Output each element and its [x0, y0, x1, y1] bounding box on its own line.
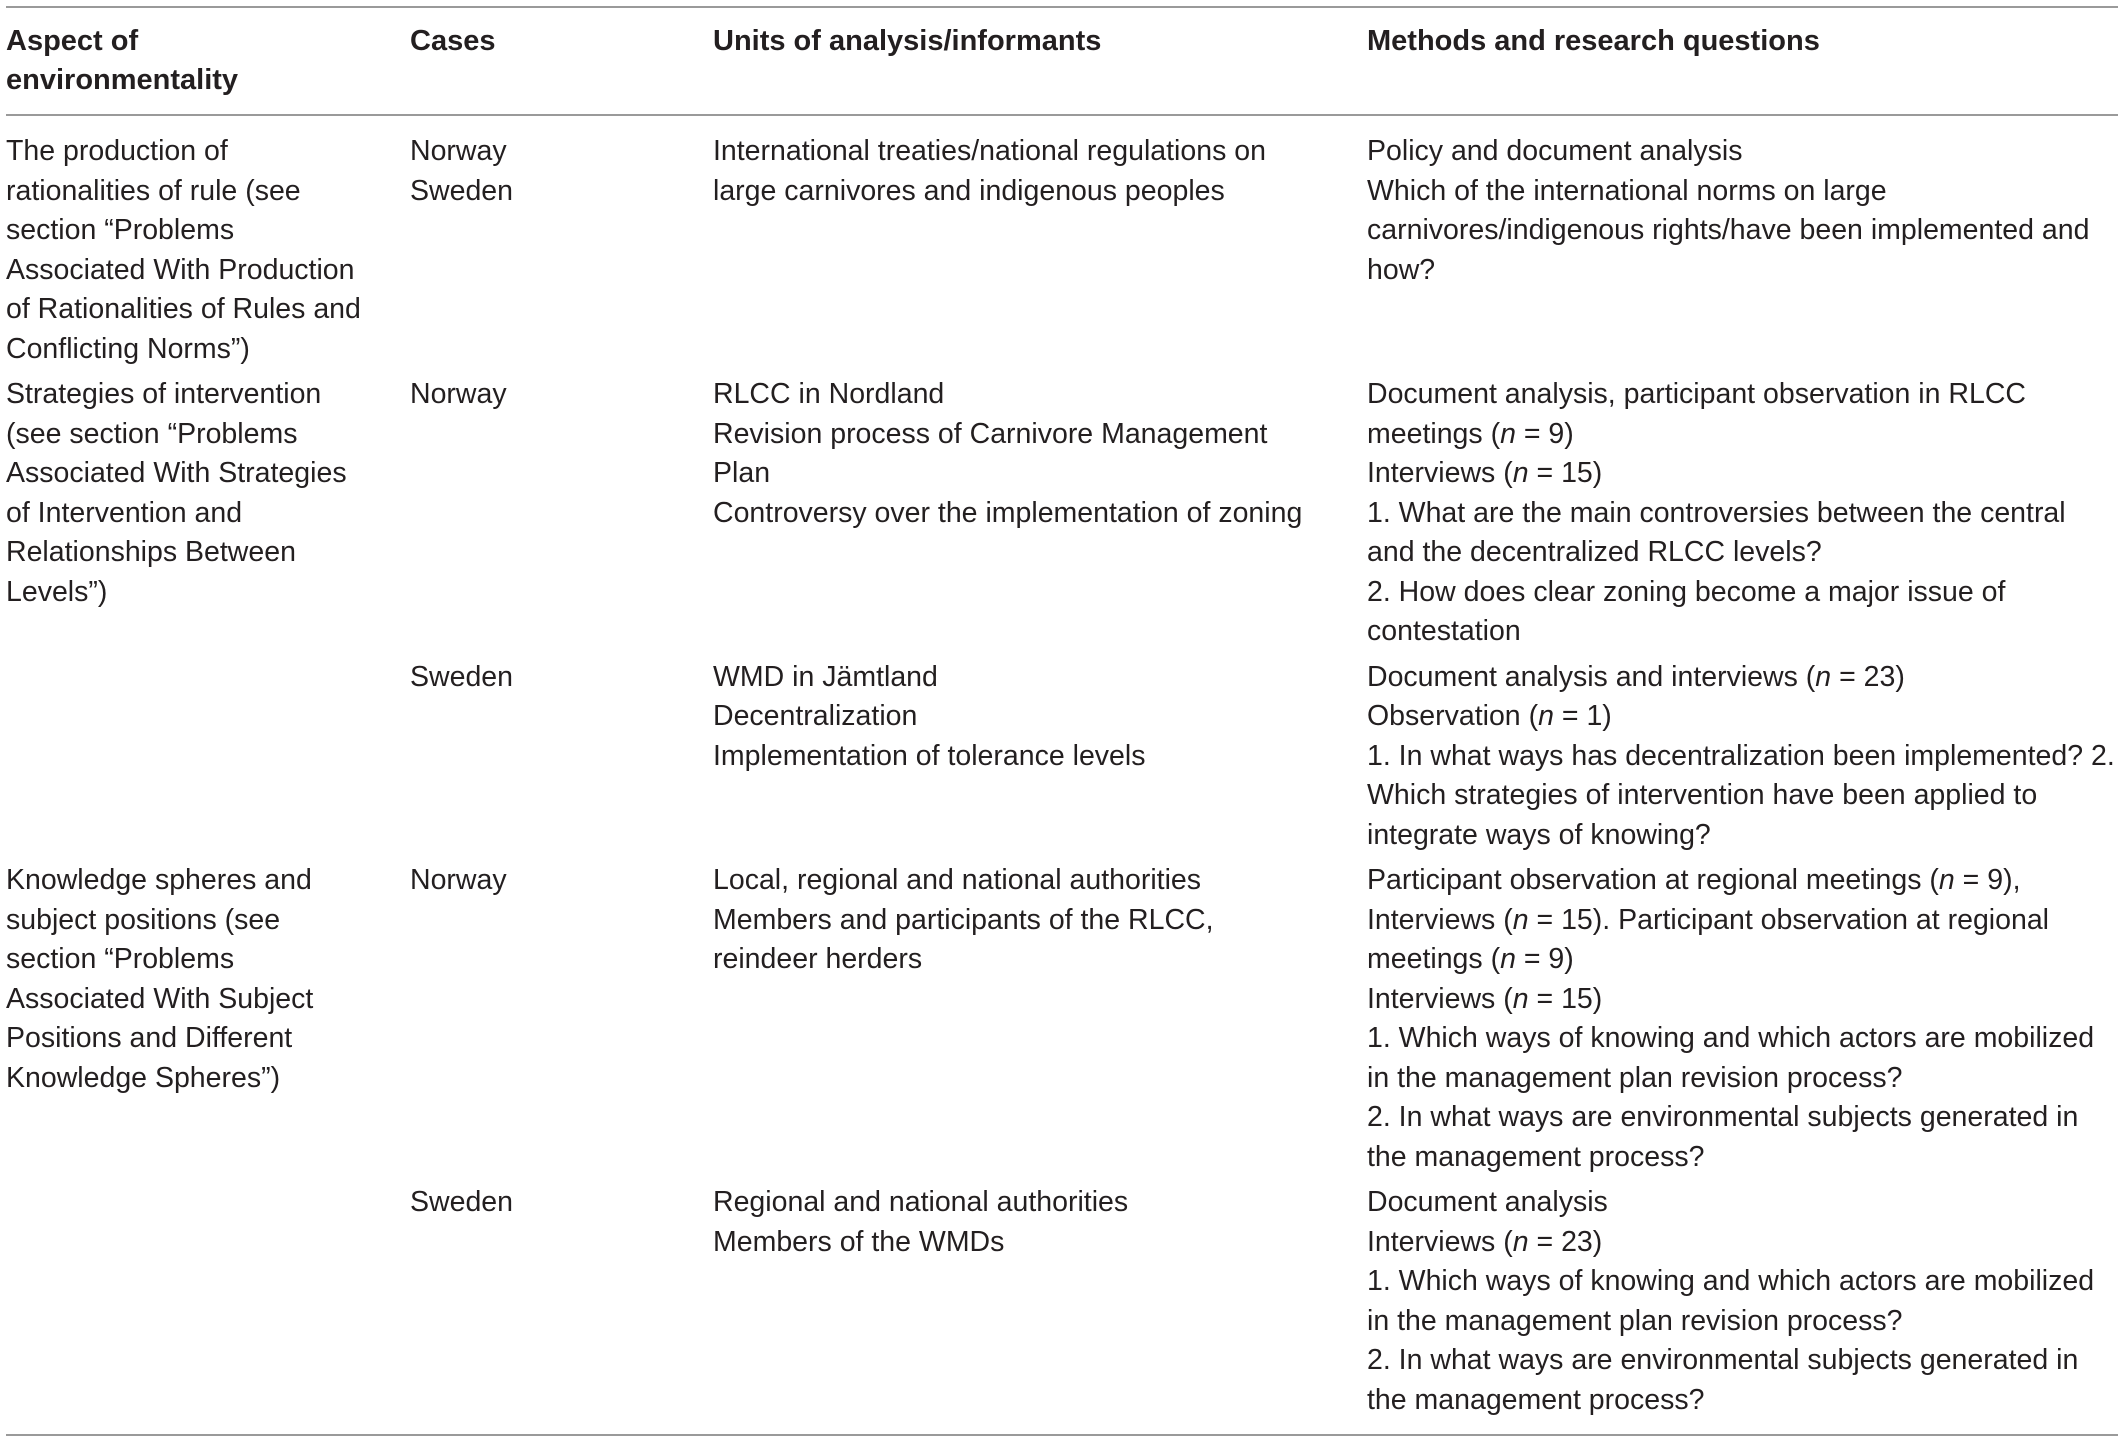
unit-text: Decentralization [713, 700, 918, 732]
unit-text: Members and participants of the RLCC, reindeer herders [713, 903, 1214, 975]
cell-aspect [6, 115, 410, 369]
cell-cases [410, 115, 713, 369]
header-cases: Cases [410, 7, 713, 115]
method-text: Participant observation at regional meetings (n = 9), Interviews (n = 15). Participant observation at regional meetings (n = 9) [1367, 864, 2050, 975]
cell-methods [1367, 369, 2118, 652]
method-text: 1. In what ways has decentralization been implemented? 2. Which strategies of intervention have been applied to integrate ways of knowing? [1367, 739, 2115, 851]
cell-aspect [6, 1177, 410, 1435]
cell-aspect [6, 855, 410, 1177]
header-aspect-label: Aspect of environmentality [6, 25, 239, 96]
method-text: Interviews (n = 23) [1367, 1225, 1603, 1258]
aspect-text: Knowledge spheres and subject positions (see section “Problems Associated With Subject Positions and Different Knowledge Spheres”) [6, 864, 314, 1094]
method-text: Interviews (n = 15) [1367, 982, 1603, 1015]
cell-units [713, 369, 1367, 652]
method-text: Document analysis, participant observation in RLCC meetings (n = 9) [1367, 378, 2026, 450]
cell-methods [1367, 115, 2118, 369]
table-row [6, 855, 2118, 1177]
method-text: 1. Which ways of knowing and which actors are mobilized in the management plan revision process? [1367, 1022, 2095, 1094]
cell-units [713, 855, 1367, 1177]
aspect-text: Strategies of intervention (see section “Problems Associated With Strategies of Intervention and Relationships Between Levels”) [6, 378, 347, 608]
case-label: Sweden [410, 660, 513, 693]
cell-methods [1367, 652, 2118, 856]
method-text: Interviews (n = 15) [1367, 457, 1603, 489]
cell-cases [410, 652, 713, 856]
unit-text: International treaties/national regulations on large carnivores and indigenous peoples [713, 135, 1266, 207]
method-text: Which of the international norms on large carnivores/indigenous rights/have been implemented and how? [1367, 174, 2090, 286]
unit-text: Controversy over the implementation of zoning [713, 496, 1303, 529]
header-aspect [6, 7, 410, 115]
method-text: 2. How does clear zoning become a major issue of contestation [1367, 575, 2006, 647]
research-design-table [6, 6, 2118, 1436]
unit-text: Revision process of Carnivore Management Plan [713, 417, 1268, 489]
table-row [6, 115, 2118, 369]
cell-aspect [6, 652, 410, 856]
unit-text: Local, regional and national authorities [713, 864, 1202, 896]
table-row [6, 369, 2118, 652]
cell-cases [410, 855, 713, 1177]
table-row [6, 1177, 2118, 1435]
table-header-row [6, 7, 2118, 115]
cell-cases [410, 1177, 713, 1435]
case-label: Norway [410, 864, 507, 896]
method-text: Observation (n = 1) [1367, 700, 1612, 732]
method-text: Document analysis [1367, 1186, 1608, 1218]
cell-units [713, 115, 1367, 369]
method-text: Document analysis and interviews (n = 23) [1367, 660, 1905, 693]
case-label: Norway [410, 378, 507, 410]
method-text: Policy and document analysis [1367, 135, 1743, 167]
case-label: Sweden [410, 1186, 513, 1218]
header-methods: Methods and research questions [1367, 7, 2118, 115]
case-label: Sweden [410, 174, 513, 207]
cell-units [713, 1177, 1367, 1435]
cell-cases [410, 369, 713, 652]
cell-methods [1367, 855, 2118, 1177]
method-text: 2. In what ways are environmental subjects generated in the management process? [1367, 1101, 2079, 1173]
unit-text: RLCC in Nordland [713, 378, 945, 410]
unit-text: Implementation of tolerance levels [713, 739, 1146, 772]
table-row [6, 652, 2118, 856]
method-text: 1. Which ways of knowing and which actors are mobilized in the management plan revision process? [1367, 1265, 2095, 1337]
header-units: Units of analysis/informants [713, 7, 1367, 115]
cell-units [713, 652, 1367, 856]
aspect-text: The production of rationalities of rule (see section “Problems Associated With Production of Rationalities of Rules and Conflicting Norms”) [6, 135, 361, 365]
unit-text: Members of the WMDs [713, 1225, 1005, 1258]
unit-text: Regional and national authorities [713, 1186, 1129, 1218]
cell-aspect [6, 369, 410, 652]
method-text: 1. What are the main controversies between the central and the decentralized RLCC levels? [1367, 496, 2066, 568]
case-label: Norway [410, 135, 507, 167]
unit-text: WMD in Jämtland [713, 660, 938, 693]
cell-methods [1367, 1177, 2118, 1435]
method-text: 2. In what ways are environmental subjects generated in the management process? [1367, 1344, 2079, 1416]
research-design-table-wrapper [6, 6, 2118, 1436]
